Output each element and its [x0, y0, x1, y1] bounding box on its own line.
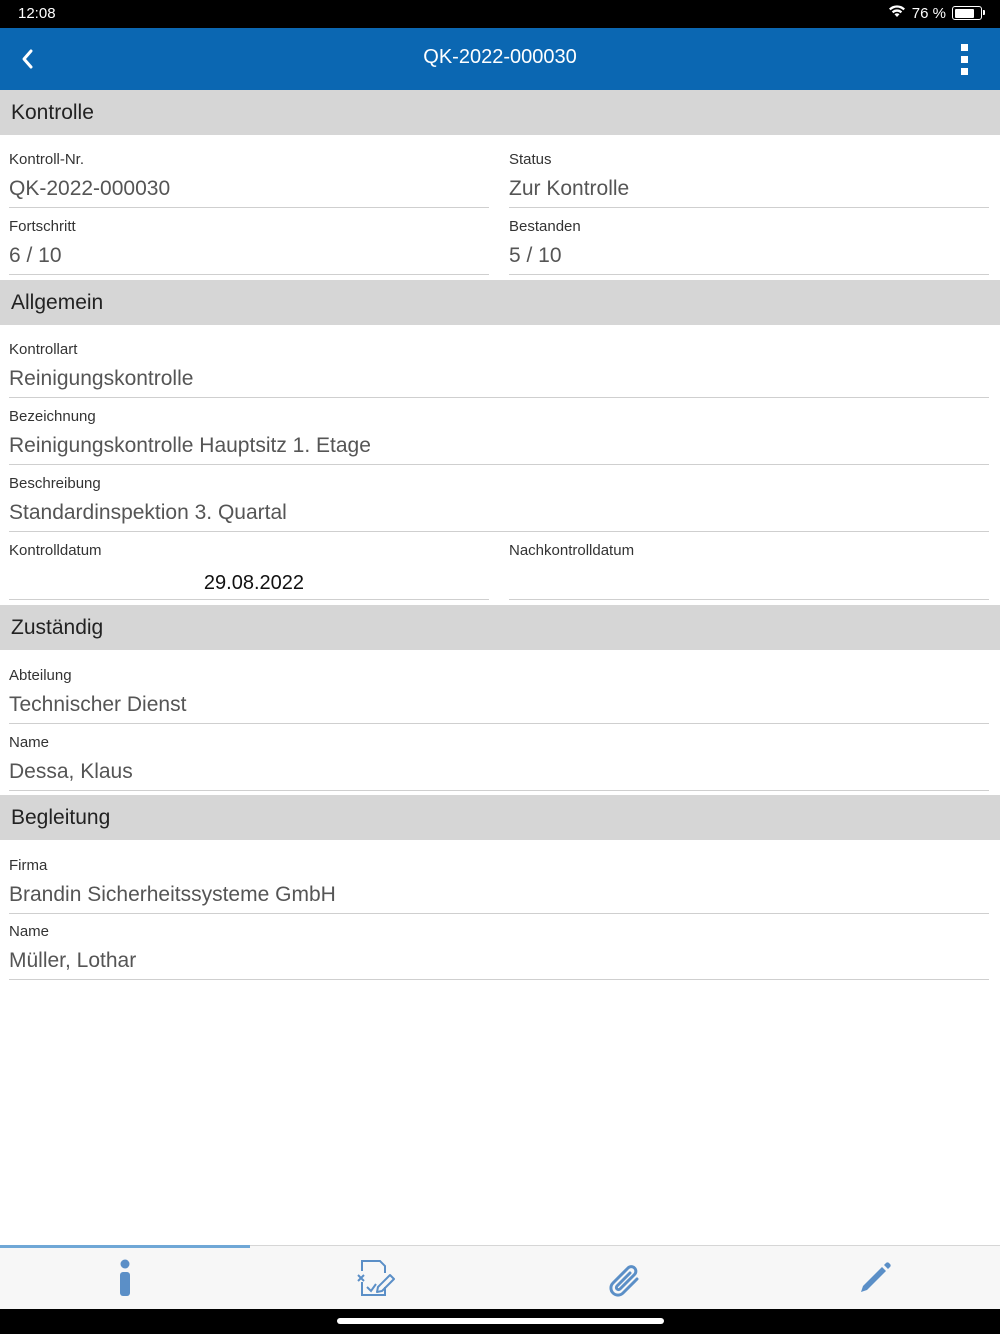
field-divider: [9, 207, 489, 208]
field-label: Beschreibung: [9, 475, 101, 492]
paperclip-icon: [606, 1257, 644, 1299]
section-header-allgemein: Allgemein: [0, 280, 1000, 325]
field-value: Zur Kontrolle: [509, 177, 630, 200]
nav-bar: [0, 28, 1000, 90]
field-value: Müller, Lothar: [9, 949, 137, 972]
field-divider: [9, 531, 989, 532]
field-abteilung[interactable]: [9, 666, 989, 724]
field-label: Abteilung: [9, 667, 72, 684]
battery-percent: 76 %: [911, 4, 946, 22]
field-label: Name: [9, 923, 50, 940]
field-beschreibung[interactable]: [9, 474, 989, 532]
field-divider: [509, 274, 989, 275]
battery-icon: [952, 6, 982, 20]
field-divider: [9, 464, 989, 465]
field-nachkontrolldatum[interactable]: [509, 541, 989, 600]
field-kontrolldatum[interactable]: [9, 541, 489, 600]
section-header-kontrolle: Kontrolle: [0, 90, 1000, 135]
dot-icon: [961, 56, 968, 63]
field-value: Reinigungskontrolle: [9, 367, 194, 390]
status-time: 12:08: [18, 5, 56, 22]
page-title: QK-2022-000030: [423, 46, 577, 68]
more-menu-button[interactable]: [954, 42, 974, 76]
status-bar: [0, 0, 1000, 28]
info-icon: [118, 1259, 132, 1297]
field-label: Kontrollart: [9, 341, 78, 358]
dot-icon: [961, 44, 968, 51]
tab-edit[interactable]: [750, 1246, 1000, 1309]
field-divider: [9, 979, 989, 980]
field-divider: [9, 397, 989, 398]
field-label: Kontrolldatum: [9, 542, 102, 559]
field-bestanden[interactable]: [509, 217, 989, 275]
field-value: Dessa, Klaus: [9, 760, 133, 783]
field-kontroll-nr[interactable]: [9, 150, 489, 208]
field-value: Technischer Dienst: [9, 693, 187, 716]
field-value: Reinigungskontrolle Hauptsitz 1. Etage: [9, 434, 371, 457]
field-divider: [9, 723, 989, 724]
section-header-zustaendig: Zuständig: [0, 605, 1000, 650]
field-label: Bestanden: [509, 218, 581, 235]
wifi-icon: [888, 4, 906, 22]
field-divider: [509, 599, 989, 600]
field-status[interactable]: [509, 150, 989, 208]
home-indicator[interactable]: [337, 1318, 664, 1324]
field-divider: [9, 913, 989, 914]
field-bezeichnung[interactable]: [9, 407, 989, 465]
field-label: Kontroll-Nr.: [9, 151, 85, 168]
date-value: 29.08.2022: [203, 572, 304, 594]
field-label: Status: [509, 151, 552, 168]
field-divider: [9, 274, 489, 275]
field-value: 5 / 10: [509, 244, 562, 267]
dot-icon: [961, 68, 968, 75]
field-divider: [509, 207, 989, 208]
section-header-begleitung: Begleitung: [0, 795, 1000, 840]
field-fortschritt[interactable]: [9, 217, 489, 275]
battery-level: [955, 9, 974, 18]
field-kontrollart[interactable]: [9, 340, 989, 398]
field-value: Standardinspektion 3. Quartal: [9, 501, 287, 524]
field-divider: [9, 790, 989, 791]
field-value: [509, 566, 989, 594]
field-label: Bezeichnung: [9, 408, 96, 425]
field-label: Firma: [9, 857, 48, 874]
field-firma[interactable]: [9, 856, 989, 914]
field-value: Brandin Sicherheitssysteme GmbH: [9, 883, 336, 906]
field-divider: [9, 599, 489, 600]
pencil-icon: [856, 1259, 894, 1297]
bottom-tab-bar: [0, 1245, 1000, 1309]
field-label: Nachkontrolldatum: [509, 542, 635, 559]
home-indicator-area: [0, 1309, 1000, 1334]
tab-attachments[interactable]: [500, 1246, 750, 1309]
field-zustaendig-name[interactable]: [9, 733, 989, 791]
field-value: QK-2022-000030: [9, 177, 171, 200]
tab-checklist[interactable]: [250, 1246, 500, 1309]
field-value: 6 / 10: [9, 244, 62, 267]
field-label: Name: [9, 734, 50, 751]
checklist-edit-icon: [354, 1257, 396, 1299]
tab-info[interactable]: [0, 1246, 250, 1309]
field-label: Fortschritt: [9, 218, 76, 235]
field-begleitung-name[interactable]: [9, 922, 989, 980]
status-indicators: [888, 4, 982, 22]
